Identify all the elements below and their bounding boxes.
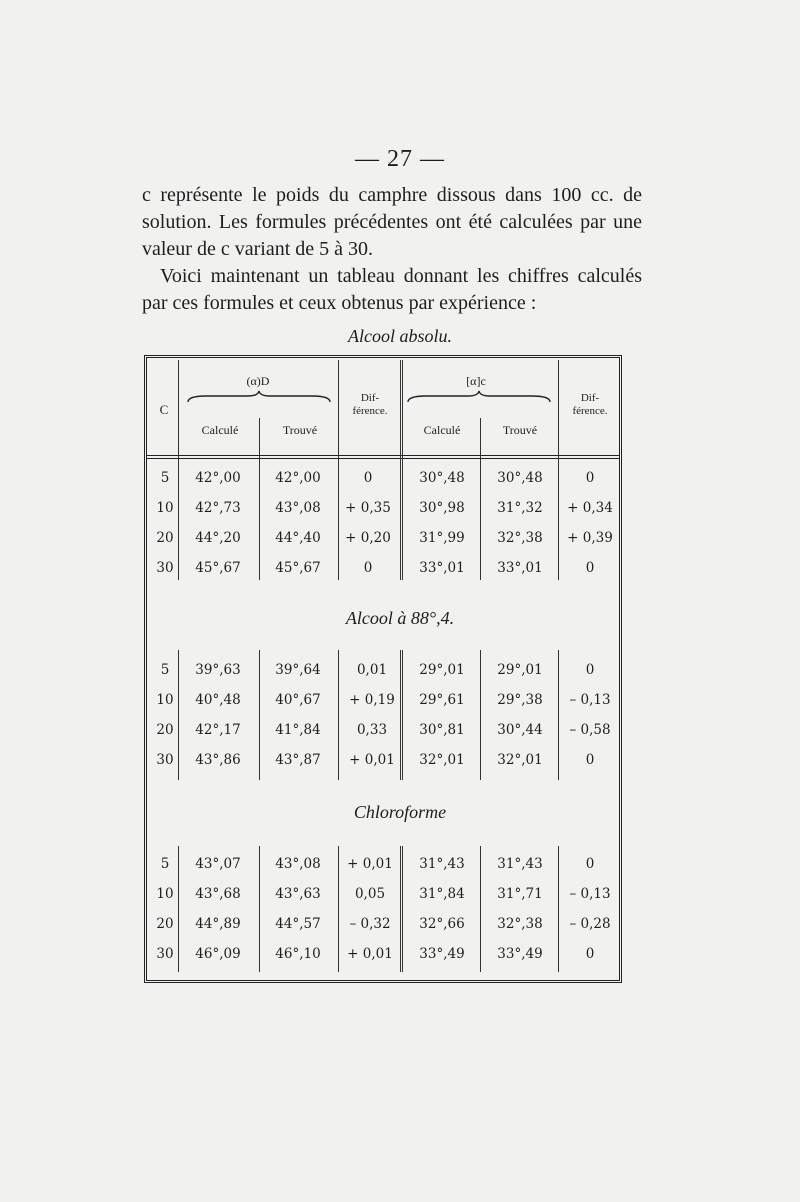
- cell-c: 20: [156, 530, 174, 546]
- cell-c-calc: 31°,43: [419, 856, 465, 872]
- cell-c-calc: 30°,48: [419, 470, 465, 486]
- cell-d-calc: 43°,68: [195, 886, 241, 902]
- cell-c-diff: + 0,39: [567, 530, 613, 546]
- header-alpha-c: [α]c: [466, 374, 486, 388]
- cell-d-diff: + 0,20: [345, 530, 391, 546]
- cell-c-found: 32°,01: [497, 752, 543, 768]
- cell-c-diff: 0: [585, 752, 595, 768]
- cell-c: 10: [156, 692, 174, 708]
- cell-d-found: 40°,67: [275, 692, 321, 708]
- cell-c-calc: 33°,01: [419, 560, 465, 576]
- header-c: C: [159, 402, 169, 417]
- cell-c: 10: [156, 886, 174, 902]
- header-separator: [147, 455, 619, 459]
- cell-d-diff: 0: [363, 560, 373, 576]
- cell-d-diff: 0,01: [356, 662, 388, 678]
- cell-c-diff: 0: [585, 560, 595, 576]
- cell-c: 5: [160, 856, 170, 872]
- header-alpha-d: (α)D: [246, 374, 270, 388]
- cell-d-calc: 45°,67: [195, 560, 241, 576]
- cell-d-diff: 0,05: [354, 886, 386, 902]
- cell-c: 5: [160, 662, 170, 678]
- cell-c: 20: [156, 916, 174, 932]
- cell-c-found: 32°,38: [497, 916, 543, 932]
- cell-d-diff: 0,33: [356, 722, 388, 738]
- intro-paragraph-2: Voici maintenant un tableau donnant les chiffres calculés par ces formules et ceux obtenus par expérience :: [142, 265, 642, 314]
- header-brace-c: [406, 390, 552, 404]
- cell-c-calc: 33°,49: [419, 946, 465, 962]
- cell-d-calc: 40°,48: [195, 692, 241, 708]
- cell-c-found: 30°,44: [497, 722, 543, 738]
- cell-c-found: 29°,38: [497, 692, 543, 708]
- cell-c-calc: 29°,01: [419, 662, 465, 678]
- cell-c-diff: – 0,28: [569, 916, 611, 932]
- cell-d-calc: 42°,73: [195, 500, 241, 516]
- cell-d-found: 45°,67: [275, 560, 321, 576]
- cell-c-found: 33°,49: [497, 946, 543, 962]
- cell-d-found: 42°,00: [275, 470, 321, 486]
- col-divider: [259, 418, 260, 580]
- cell-d-diff: + 0,01: [347, 856, 393, 872]
- section-title-alcool-88: Alcool à 88°,4.: [345, 608, 455, 628]
- cell-c-diff: – 0,58: [569, 722, 611, 738]
- cell-d-found: 46°,10: [275, 946, 321, 962]
- cell-d-calc: 42°,17: [195, 722, 241, 738]
- cell-d-diff: + 0,01: [349, 752, 395, 768]
- cell-d-found: 43°,63: [275, 886, 321, 902]
- header-difference-c: Dif- férence.: [572, 392, 608, 417]
- cell-d-calc: 43°,07: [195, 856, 241, 872]
- cell-c-diff: 0: [585, 662, 595, 678]
- section-title-chloroforme: Chloroforme: [353, 802, 447, 822]
- cell-d-calc: 43°,86: [195, 752, 241, 768]
- cell-d-diff: – 0,32: [349, 916, 391, 932]
- cell-d-calc: 42°,00: [195, 470, 241, 486]
- intro-text: [142, 182, 642, 317]
- cell-c-found: 29°,01: [497, 662, 543, 678]
- cell-c-found: 31°,71: [497, 886, 543, 902]
- cell-c: 10: [156, 500, 174, 516]
- header-trouve-d: Trouvé: [282, 423, 318, 437]
- cell-d-found: 44°,40: [275, 530, 321, 546]
- cell-d-calc: 39°,63: [195, 662, 241, 678]
- cell-d-diff: + 0,35: [345, 500, 391, 516]
- header-trouve-c: Trouvé: [502, 423, 538, 437]
- intro-paragraph-1: c représente le poids du camphre dissous dans 100 cc. de solution. Les formules précédentes ont été calculées par une valeur de c variant de 5 à 30.: [142, 184, 642, 260]
- cell-c-found: 31°,32: [497, 500, 543, 516]
- cell-d-calc: 44°,20: [195, 530, 241, 546]
- cell-d-diff: 0: [363, 470, 373, 486]
- cell-d-calc: 44°,89: [195, 916, 241, 932]
- cell-c: 5: [160, 470, 170, 486]
- col-divider: [480, 418, 481, 580]
- cell-d-diff: + 0,19: [349, 692, 395, 708]
- header-difference-d: Dif- férence.: [352, 392, 388, 417]
- header-brace-d: [186, 390, 332, 404]
- cell-c-calc: 31°,99: [419, 530, 465, 546]
- cell-c-diff: – 0,13: [569, 886, 611, 902]
- cell-d-diff: + 0,01: [347, 946, 393, 962]
- cell-d-found: 43°,08: [275, 856, 321, 872]
- cell-c: 20: [156, 722, 174, 738]
- cell-d-found: 39°,64: [275, 662, 321, 678]
- cell-d-found: 41°,84: [275, 722, 321, 738]
- header-calcule-c: Calculé: [423, 423, 461, 437]
- cell-c: 30: [156, 946, 174, 962]
- cell-c-calc: 31°,84: [419, 886, 465, 902]
- cell-c-calc: 30°,98: [419, 500, 465, 516]
- cell-c-calc: 32°,66: [419, 916, 465, 932]
- cell-d-found: 43°,87: [275, 752, 321, 768]
- cell-c-calc: 32°,01: [419, 752, 465, 768]
- col-divider: [338, 650, 339, 780]
- header-calcule-d: Calculé: [201, 423, 239, 437]
- cell-c-diff: + 0,34: [567, 500, 613, 516]
- cell-c-diff: 0: [585, 946, 595, 962]
- cell-c-diff: 0: [585, 470, 595, 486]
- cell-c-found: 31°,43: [497, 856, 543, 872]
- cell-c: 30: [156, 560, 174, 576]
- cell-c-found: 32°,38: [497, 530, 543, 546]
- section-title-alcool-absolu: Alcool absolu.: [348, 326, 452, 346]
- cell-c-diff: – 0,13: [569, 692, 611, 708]
- cell-c-found: 33°,01: [497, 560, 543, 576]
- cell-c-diff: 0: [585, 856, 595, 872]
- cell-d-found: 44°,57: [275, 916, 321, 932]
- cell-c-found: 30°,48: [497, 470, 543, 486]
- cell-c: 30: [156, 752, 174, 768]
- page-number: — 27 —: [355, 146, 445, 172]
- cell-d-found: 43°,08: [275, 500, 321, 516]
- cell-c-calc: 29°,61: [419, 692, 465, 708]
- cell-d-calc: 46°,09: [195, 946, 241, 962]
- cell-c-calc: 30°,81: [419, 722, 465, 738]
